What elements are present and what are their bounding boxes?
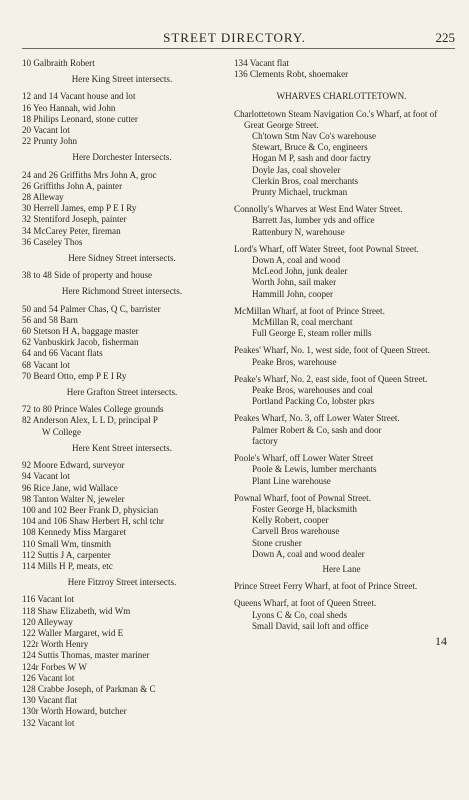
header-rule: [22, 48, 455, 49]
wharf-entry: Poole's Wharf, off Lower Water Street: [234, 453, 374, 464]
directory-entry: 34 McCarey Peter, fireman: [22, 225, 121, 236]
wharf-entry: Peakes Wharf, No. 3, off Lower Water Street.: [234, 413, 400, 424]
directory-entry: 120 Alleyway: [22, 616, 73, 627]
section-heading: Here King Street intersects.: [71, 74, 173, 85]
directory-entry: 12 and 14 Vacant house and lot: [22, 91, 136, 102]
wharf-tenant: Down A, coal and wood dealer: [252, 548, 365, 559]
wharf-tenant: Small David, sail loft and office: [252, 620, 369, 631]
wharf-entry: Peake's Wharf, No. 2, east side, foot of Queen Street.: [234, 373, 428, 384]
directory-entry: 134 Vacant flat: [234, 58, 289, 68]
directory-entry: 60 Stetson H A, baggage master: [22, 326, 139, 337]
wharf-tenant: Carvell Bros warehouse: [252, 526, 340, 537]
directory-entry: 38 to 48 Side of property and house: [22, 270, 153, 281]
directory-entry: 104 and 106 Shaw Herbert H, schl tchr: [22, 516, 164, 527]
wharf-tenant: Plant Line warehouse: [252, 475, 331, 486]
wharf-entry: Prince Street Ferry Wharf, at foot of Prince Street.: [234, 581, 418, 592]
directory-entry: 64 and 66 Vacant flats: [22, 348, 103, 359]
directory-entry: 122 Waller Margaret, wid E: [22, 627, 124, 638]
section-heading: Here Grafton Street intersects.: [66, 387, 178, 398]
directory-entry: 96 Rice Jane, wid Wallace: [22, 482, 118, 493]
directory-entry: 130r Worth Howard, butcher: [22, 706, 127, 717]
wharf-tenant: Prunty Michael, truckman: [252, 187, 348, 198]
wharf-tenant: Barrett Jas, lumber yds and office: [252, 215, 375, 226]
directory-entry: 68 Vacant lot: [22, 359, 70, 370]
signature-mark: 14: [435, 633, 447, 648]
directory-entry: 70 Beard Otto, emp P E I Ry: [22, 370, 127, 381]
wharf-tenant: Poole & Lewis, lumber merchants: [252, 464, 377, 475]
directory-entry: 136 Clements Robt, shoemaker: [234, 69, 349, 80]
directory-entry: 92 Moore Edward, surveyor: [22, 460, 125, 471]
section-heading: Here Lane: [322, 563, 361, 574]
directory-entry: 110 Small Wm, tinsmith: [22, 538, 111, 549]
directory-entry: 28 Alleway: [22, 192, 64, 203]
directory-entry: 130 Vacant flat: [22, 695, 77, 706]
directory-entry: 30 Herrell James, emp P E I Ry: [22, 203, 137, 214]
wharf-tenant: Hammill John, cooper: [252, 288, 334, 299]
directory-entry: 132 Vacant lot: [22, 717, 75, 728]
spacer: [234, 80, 449, 86]
wharf-tenant: Clerkin Bros, coal merchants: [252, 175, 359, 186]
directory-entry: 62 Vanbuskirk Jacob, fisherman: [22, 337, 139, 348]
directory-entry: 20 Vacant lot: [22, 125, 70, 136]
left-column: [22, 58, 222, 729]
wharf-tenant: Kelly Robert, cooper: [252, 515, 329, 526]
directory-entry: 24 and 26 Griffiths Mrs John A, groc: [22, 169, 157, 180]
page-title: STREET DIRECTORY.: [163, 30, 306, 45]
wharf-entry: McMillan Wharf, at foot of Prince Street.: [234, 305, 385, 316]
wharf-entry: Pownal Wharf, foot of Pownal Street.: [234, 492, 371, 503]
directory-entry: 72 to 80 Prince Wales College grounds: [22, 404, 164, 415]
directory-entry: 32 Stentiford Joseph, painter: [22, 214, 127, 225]
directory-entry: W College: [42, 426, 81, 437]
wharf-tenant: Doyle Jas, coal shoveler: [252, 164, 341, 175]
directory-entry: 16 Yeo Hannah, wid John: [22, 102, 116, 113]
wharf-entry: Charlottetown Steam Navigation Co.'s Wharf, at foot of Great George Street.: [234, 108, 438, 130]
directory-entry: 56 and 58 Barn: [22, 314, 78, 325]
wharf-tenant: Portland Packing Co, lobster pkrs: [252, 396, 375, 407]
wharf-tenant: Stewart, Bruce & Co, engineers: [252, 142, 368, 153]
wharf-tenant: Foster George H, blacksmith: [252, 503, 357, 514]
wharf-tenant: Ch'town Stm Nav Co's warehouse: [252, 131, 377, 142]
directory-entry: 116 Vacant lot: [22, 594, 75, 605]
section-heading: Here Fitzroy Street intersects.: [67, 577, 177, 588]
section-heading: Here Dorchester Intersects.: [72, 152, 172, 163]
directory-entry: 26 Griffiths John A, painter: [22, 180, 123, 191]
wharf-tenant: Down A, coal and wood: [252, 255, 341, 266]
directory-entry: 50 and 54 Palmer Chas, Q C, barrister: [22, 303, 161, 314]
directory-entry: 112 Suttis J A, carpenter: [22, 549, 111, 560]
wharf-entry: Connolly's Wharves at West End Water Street.: [234, 204, 403, 215]
directory-entry: 124r Forbes W W: [22, 661, 87, 672]
directory-entry: 98 Tanton Walter N, jeweler: [22, 493, 125, 504]
directory-entry: 114 Mills H P, meats, etc: [22, 560, 113, 571]
section-heading: Here Richmond Street intersects.: [61, 286, 183, 297]
directory-entry: 22 Prunty John: [22, 136, 78, 147]
page-header: [0, 30, 469, 46]
wharf-tenant: McMillan R, coal merchant: [252, 317, 353, 328]
directory-entry: 36 Caseley Thos: [22, 236, 83, 247]
directory-entry: 100 and 102 Beer Frank D, physician: [22, 504, 159, 515]
wharf-tenant: Hogan M P, sash and door factry: [252, 153, 371, 164]
wharf-tenant: Stone crusher: [252, 537, 302, 548]
page-number: 225: [435, 30, 455, 45]
wharf-tenant: factory: [252, 435, 278, 446]
section-heading: Here Kent Street intersects.: [72, 442, 172, 453]
wharf-tenant: Lyons C & Co, coal sheds: [252, 609, 347, 620]
directory-entry: 18 Philips Leonard, stone cutter: [22, 113, 138, 124]
wharf-tenant: Palmer Robert & Co, sash and door: [252, 424, 382, 435]
directory-entry: 122r Worth Henry: [22, 639, 89, 650]
wharf-tenant: McLeod John, junk dealer: [252, 266, 348, 277]
wharf-entry: Queens Wharf, at foot of Queen Street.: [234, 598, 377, 609]
directory-entry: 124 Suttis Thomas, master mariner: [22, 650, 150, 661]
wharf-tenant: Peake Bros, warehouse: [252, 356, 337, 367]
wharf-entry: Lord's Wharf, off Water Street, foot Pownal Street.: [234, 243, 419, 254]
directory-entry: 108 Kennedy Miss Margaret: [22, 527, 127, 538]
directory-entry: 82 Anderson Alex, L L D, principal P: [22, 415, 158, 426]
right-column: [234, 58, 449, 647]
section-heading: WHARVES CHARLOTTETOWN.: [276, 91, 407, 102]
wharf-tenant: Full George E, steam roller mills: [252, 328, 372, 339]
directory-entry: 10 Galbraith Robert: [22, 58, 95, 68]
wharf-entry: Peakes' Wharf, No. 1, west side, foot of Queen Street.: [234, 345, 430, 356]
directory-entry: 128 Crabbe Joseph, of Parkman & C: [22, 683, 156, 694]
wharf-tenant: Rattenbury N, warehouse: [252, 226, 345, 237]
wharf-tenant: Peake Bros, warehouses and coal: [252, 385, 373, 396]
section-heading: Here Sidney Street intersects.: [68, 253, 176, 264]
wharf-tenant: Worth John, sail maker: [252, 277, 337, 288]
directory-entry: 94 Vacant lot: [22, 471, 70, 482]
directory-entry: 118 Shaw Elizabeth, wid Wm: [22, 605, 131, 616]
directory-entry: 126 Vacant lot: [22, 672, 75, 683]
